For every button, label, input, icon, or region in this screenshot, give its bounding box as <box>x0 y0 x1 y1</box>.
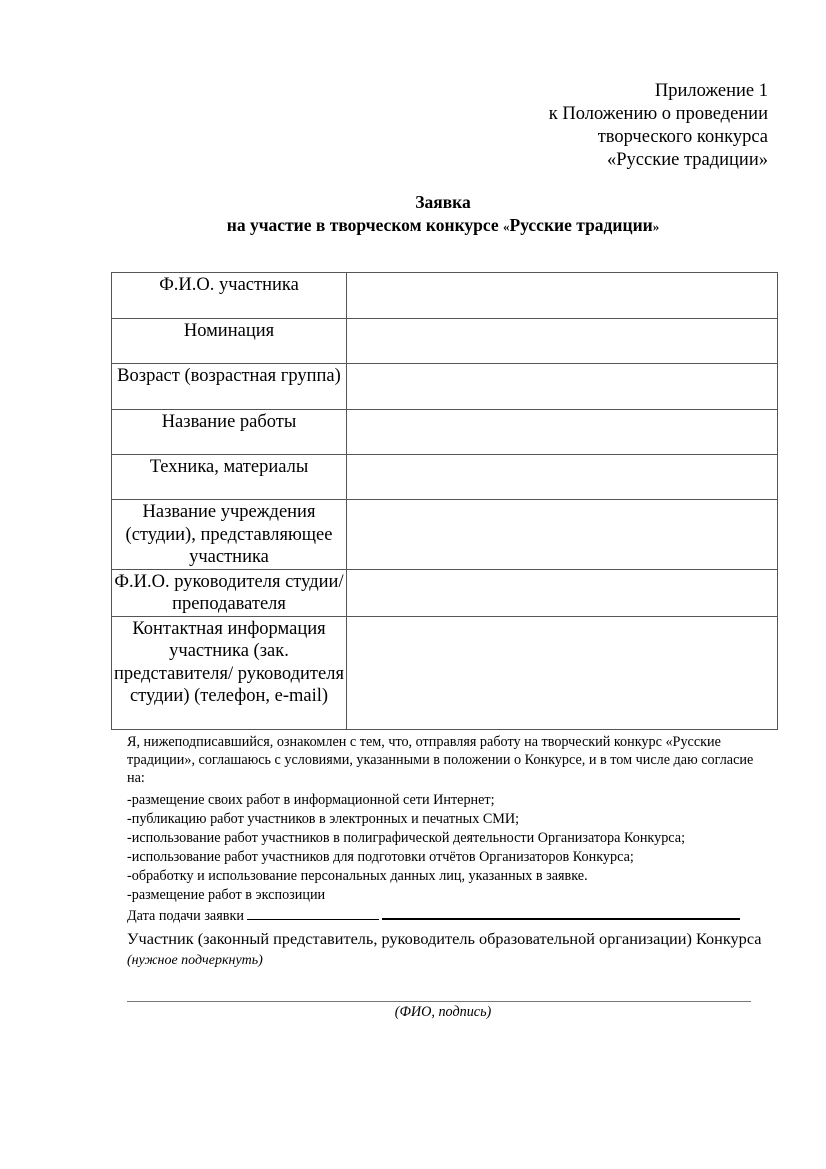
contest-name: Русские традиции <box>509 215 653 235</box>
participant-text: Участник (законный представитель, руководитель образовательной организации) Конкурса <box>127 929 762 948</box>
table-row <box>112 319 778 364</box>
field-label: Ф.И.О. участника <box>112 273 347 319</box>
list-item: -использование работ участников для подготовки отчётов Организаторов Конкурса; <box>127 849 634 865</box>
table-row <box>112 364 778 410</box>
participant-statement <box>127 929 767 971</box>
field-label: Название работы <box>112 410 347 455</box>
signature-field[interactable] <box>127 1001 751 1002</box>
participant-note: (нужное подчеркнуть) <box>127 953 263 968</box>
table-row <box>112 410 778 455</box>
list-item: -публикацию работ участников в электронных и печатных СМИ; <box>127 811 520 827</box>
date-field[interactable] <box>247 905 379 920</box>
application-form-table <box>111 272 778 730</box>
list-item: -использование работ участников в полиграфической деятельности Организатора Конкурса; <box>127 830 686 846</box>
field-label: Контактная информация участника (зак. представителя/ руководителя студии) (телефон, e-mail) <box>112 616 347 729</box>
appendix-block <box>549 80 768 172</box>
appendix-line: Приложение 1 <box>654 81 768 101</box>
table-row <box>112 455 778 500</box>
consent-paragraph: Я, нижеподписавшийся, ознакомлен с тем, что, отправляя работу на творческий конкурс «Русские традиции», соглашаюсь с условиями, указанными в положении о Конкурсе, и в том числе даю согласие на: <box>127 734 754 786</box>
field-label: Название учреждения (студии), представляющее участника <box>112 500 347 570</box>
list-item: -размещение своих работ в информационной сети Интернет; <box>127 792 495 808</box>
field-label: Ф.И.О. руководителя студии/ преподавателя <box>112 569 347 616</box>
title-text: на участие в творческом конкурсе <box>226 215 499 235</box>
field-input[interactable] <box>347 364 778 410</box>
field-input[interactable] <box>347 410 778 455</box>
table-row <box>112 273 778 319</box>
title-line-2 <box>0 214 826 238</box>
table-row <box>112 616 778 729</box>
appendix-line: «Русские традиции» <box>607 150 768 170</box>
document-title <box>0 191 826 238</box>
appendix-line: творческого конкурса <box>597 127 768 147</box>
field-label: Возраст (возрастная группа) <box>112 364 347 410</box>
field-input[interactable] <box>347 500 778 570</box>
field-input[interactable] <box>347 455 778 500</box>
field-label: Номинация <box>112 319 347 364</box>
field-input[interactable] <box>347 319 778 364</box>
quote-open: « <box>503 219 510 234</box>
quote-close: » <box>652 219 660 234</box>
field-input[interactable] <box>347 569 778 616</box>
appendix-line: к Положению о проведении <box>548 104 768 124</box>
consent-list <box>127 791 767 905</box>
date-label: Дата подачи заявки <box>127 908 244 924</box>
field-input[interactable] <box>347 616 778 729</box>
table-row <box>112 569 778 616</box>
list-item: -размещение работ в экспозиции <box>127 887 326 903</box>
table-row <box>112 500 778 570</box>
field-input[interactable] <box>347 273 778 319</box>
title-line-1: Заявка <box>415 192 471 212</box>
signature-caption: (ФИО, подпись) <box>394 1004 492 1020</box>
list-item: -обработку и использование персональных данных лиц, указанных в заявке. <box>127 868 588 884</box>
submission-date-row <box>127 904 740 925</box>
field-label: Техника, материалы <box>112 455 347 500</box>
date-underline <box>382 904 740 920</box>
